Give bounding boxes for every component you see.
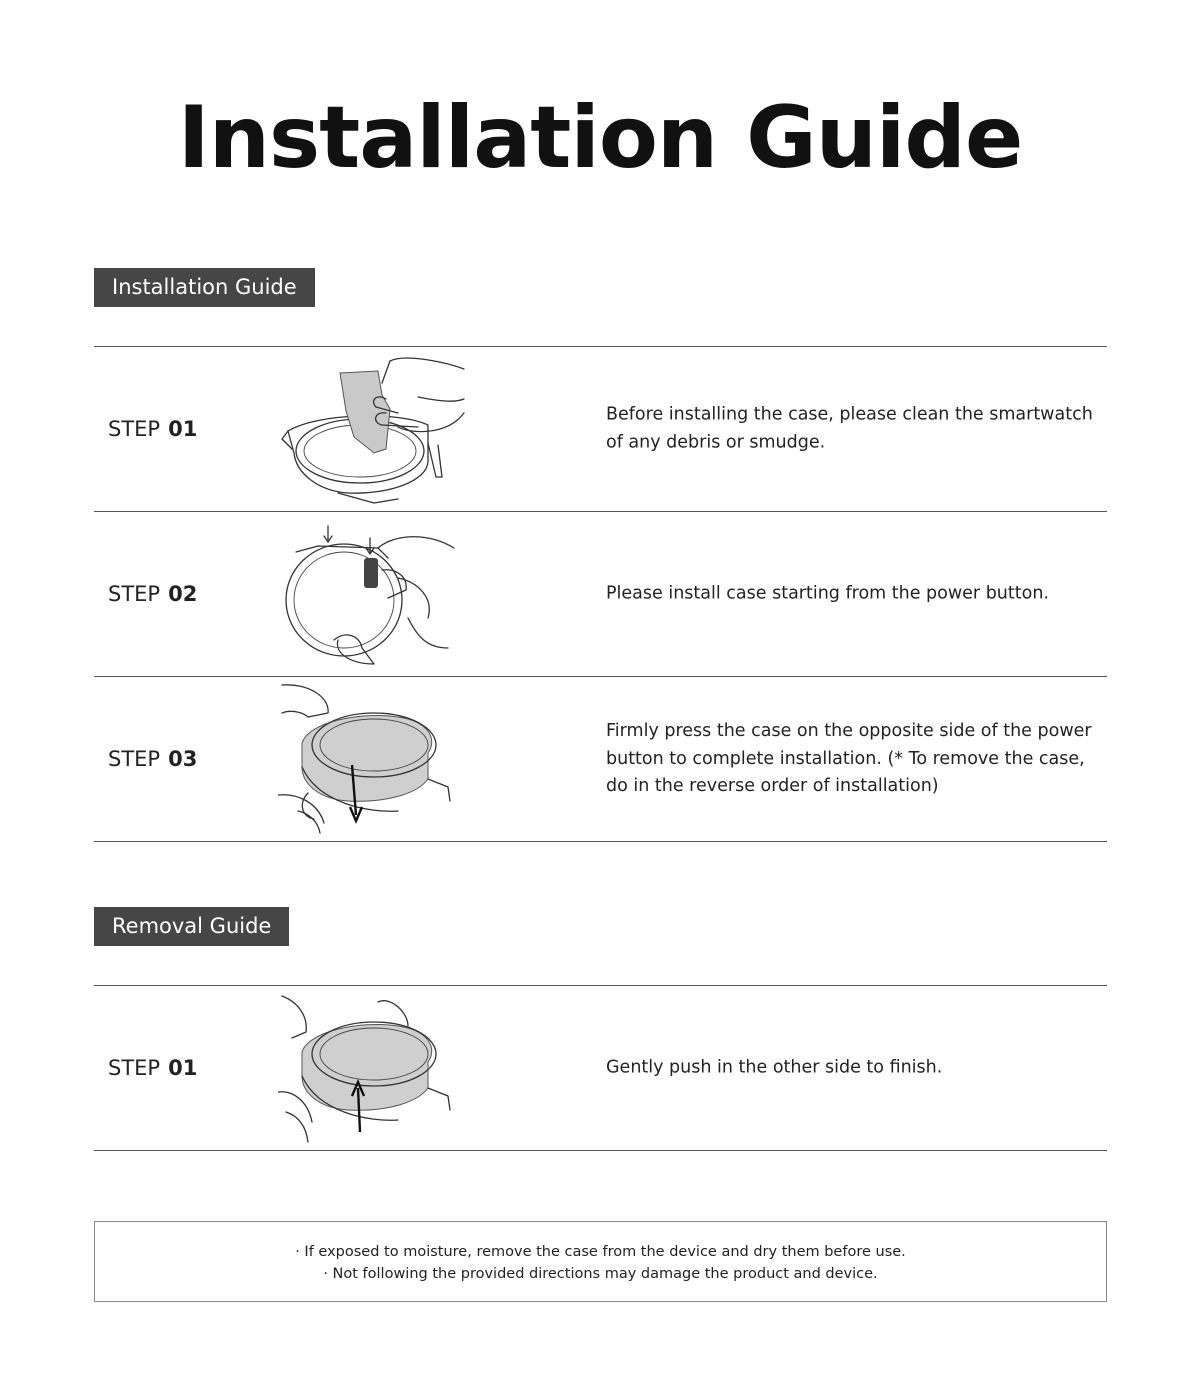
removal-section-tag: Removal Guide <box>94 907 289 946</box>
case-press-down-illustration <box>278 683 470 835</box>
step-label: STEP 01 <box>108 1056 198 1080</box>
note-line: · Not following the provided directions may damage the product and device. <box>323 1266 878 1282</box>
removal-step-list <box>94 985 1107 1151</box>
page-title: Installation Guide <box>177 88 1023 188</box>
step-description: Firmly press the case on the opposite side of the power button to complete installation. (* To remove the case, do in the reverse order of installation) <box>606 720 1092 796</box>
step-number: 01 <box>168 1056 198 1080</box>
installation-step-list <box>94 346 1107 842</box>
installation-section-tag: Installation Guide <box>94 268 315 307</box>
installation-step-row <box>94 511 1107 676</box>
step-number: 02 <box>168 582 198 606</box>
step-number: 01 <box>168 417 198 441</box>
notes-box <box>94 1221 1107 1302</box>
step-description: Gently push in the other side to finish. <box>606 1057 943 1078</box>
step-number: 03 <box>168 747 198 771</box>
step-description: Before installing the case, please clean the smartwatch of any debris or smudge. <box>606 404 1093 452</box>
step-label: STEP 03 <box>108 747 198 771</box>
step-label: STEP 01 <box>108 417 198 441</box>
installation-step-row <box>94 346 1107 511</box>
removal-step-row <box>94 985 1107 1150</box>
step-description: Please install case starting from the power button. <box>606 583 1049 604</box>
case-push-up-illustration <box>278 992 470 1144</box>
step-label: STEP 02 <box>108 582 198 606</box>
case-power-button-press-illustration <box>278 518 470 670</box>
installation-step-row <box>94 676 1107 841</box>
note-line: · If exposed to moisture, remove the case from the device and dry them before use. <box>295 1244 906 1260</box>
cleaning-cloth-watch-illustration <box>278 353 470 505</box>
